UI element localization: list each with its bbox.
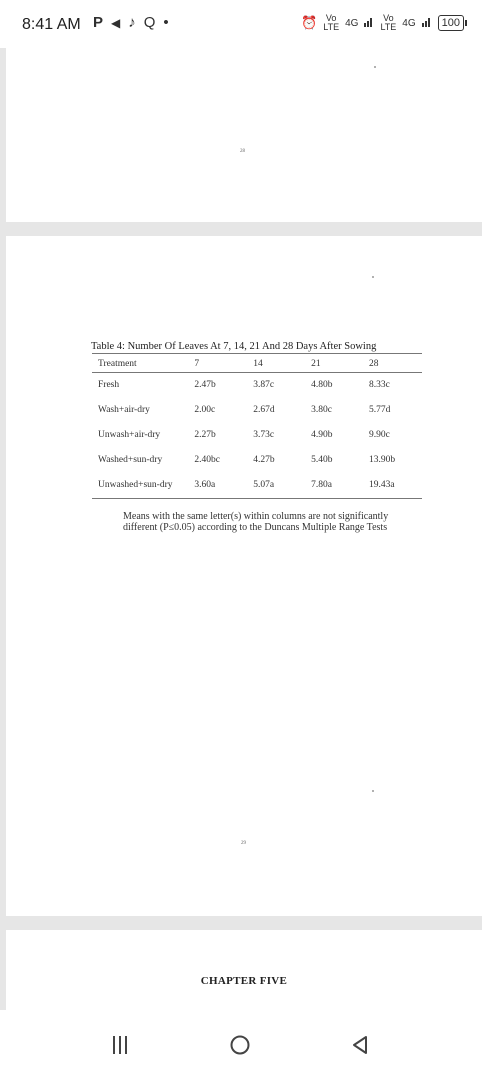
cell-value: 2.40bc (194, 455, 221, 465)
table-row (92, 423, 422, 448)
network2-type: 4G (402, 17, 416, 29)
cell-value: 13.90b (369, 455, 396, 465)
speck (374, 66, 376, 68)
network2-top: Vo (383, 13, 394, 23)
system-icons (301, 14, 464, 32)
table-footnote (123, 511, 423, 533)
navigation-bar (0, 1010, 482, 1080)
back-button[interactable] (340, 1028, 380, 1062)
cell-value: 5.77d (369, 405, 391, 415)
recents-icon (112, 1036, 128, 1054)
notification-send-icon: ◀ (111, 15, 121, 30)
header-day-21: 21 (305, 354, 363, 373)
notification-dot-icon: • (163, 14, 169, 31)
table-row (92, 473, 422, 499)
battery-icon: 100 (438, 15, 464, 31)
clock: 8:41 AM (22, 16, 81, 33)
cell-value: 2.47b (194, 380, 216, 390)
network1-icon (323, 14, 339, 32)
header-day-7: 7 (188, 354, 247, 373)
cell-value: 4.27b (253, 455, 275, 465)
cell-value: 19.43a (363, 473, 422, 499)
notification-q-icon: Q (143, 14, 156, 31)
cell-treatment: Washed+sun-dry (98, 455, 163, 465)
back-icon (351, 1035, 369, 1055)
alarm-icon: ⏰ (301, 15, 318, 30)
cell-value: 5.07a (247, 473, 305, 499)
leaves-table (92, 353, 422, 499)
table-caption: Table 4: Number Of Leaves At 7, 14, 21 And 28 Days After Sowing (91, 341, 377, 352)
network1-bottom: LTE (323, 22, 340, 32)
speck (372, 276, 374, 278)
notification-p-icon: P (93, 14, 104, 31)
network2-bottom: LTE (380, 22, 397, 32)
signal1-icon (364, 16, 374, 30)
cell-treatment: Unwash+air-dry (98, 430, 161, 440)
header-day-28: 28 (363, 354, 422, 373)
table-header-row (92, 354, 422, 373)
page-number: 29 (241, 841, 246, 846)
cell-value: 2.27b (194, 430, 216, 440)
network2-icon (380, 14, 396, 32)
document-page-30 (6, 930, 482, 1010)
header-day-14: 14 (247, 354, 305, 373)
cell-value: 2.00c (194, 405, 216, 415)
table-row (92, 373, 422, 399)
header-treatment: Treatment (92, 354, 188, 373)
home-button[interactable] (220, 1028, 260, 1062)
network1-type: 4G (345, 17, 359, 29)
cell-treatment: Unwashed+sun-dry (92, 473, 188, 499)
status-bar (0, 0, 482, 48)
signal2-icon (422, 16, 432, 30)
document-viewer[interactable] (0, 48, 482, 1010)
cell-value: 8.33c (369, 380, 390, 390)
speck (372, 790, 374, 792)
cell-value: 3.80c (311, 405, 332, 415)
cell-value: 3.87c (253, 380, 275, 390)
table-row (92, 448, 422, 473)
document-page-28 (6, 48, 482, 222)
cell-value: 4.90b (311, 430, 333, 440)
cell-value: 9.90c (369, 430, 390, 440)
cell-value: 2.67d (253, 405, 275, 415)
cell-treatment: Wash+air-dry (98, 405, 150, 415)
cell-value: 4.80b (311, 380, 333, 390)
document-page-29 (6, 236, 482, 916)
footnote-line-2: different (P≤0.05) according to the Duncans Multiple Range Tests (123, 522, 388, 533)
footnote-line-1: Means with the same letter(s) within columns are not significantly (123, 511, 389, 522)
chapter-heading: CHAPTER FIVE (200, 975, 288, 987)
cell-treatment: Fresh (98, 380, 120, 390)
cell-value: 5.40b (311, 455, 333, 465)
table-row (92, 398, 422, 423)
cell-value: 3.73c (253, 430, 275, 440)
page-number: 28 (240, 149, 245, 154)
network1-top: Vo (325, 13, 337, 23)
recents-button[interactable] (100, 1028, 140, 1062)
cell-value: 3.60a (188, 473, 247, 499)
cell-value: 7.80a (305, 473, 363, 499)
notification-icons (93, 14, 169, 31)
notification-tiktok-icon: ♪ (128, 14, 136, 31)
home-icon (229, 1034, 251, 1056)
